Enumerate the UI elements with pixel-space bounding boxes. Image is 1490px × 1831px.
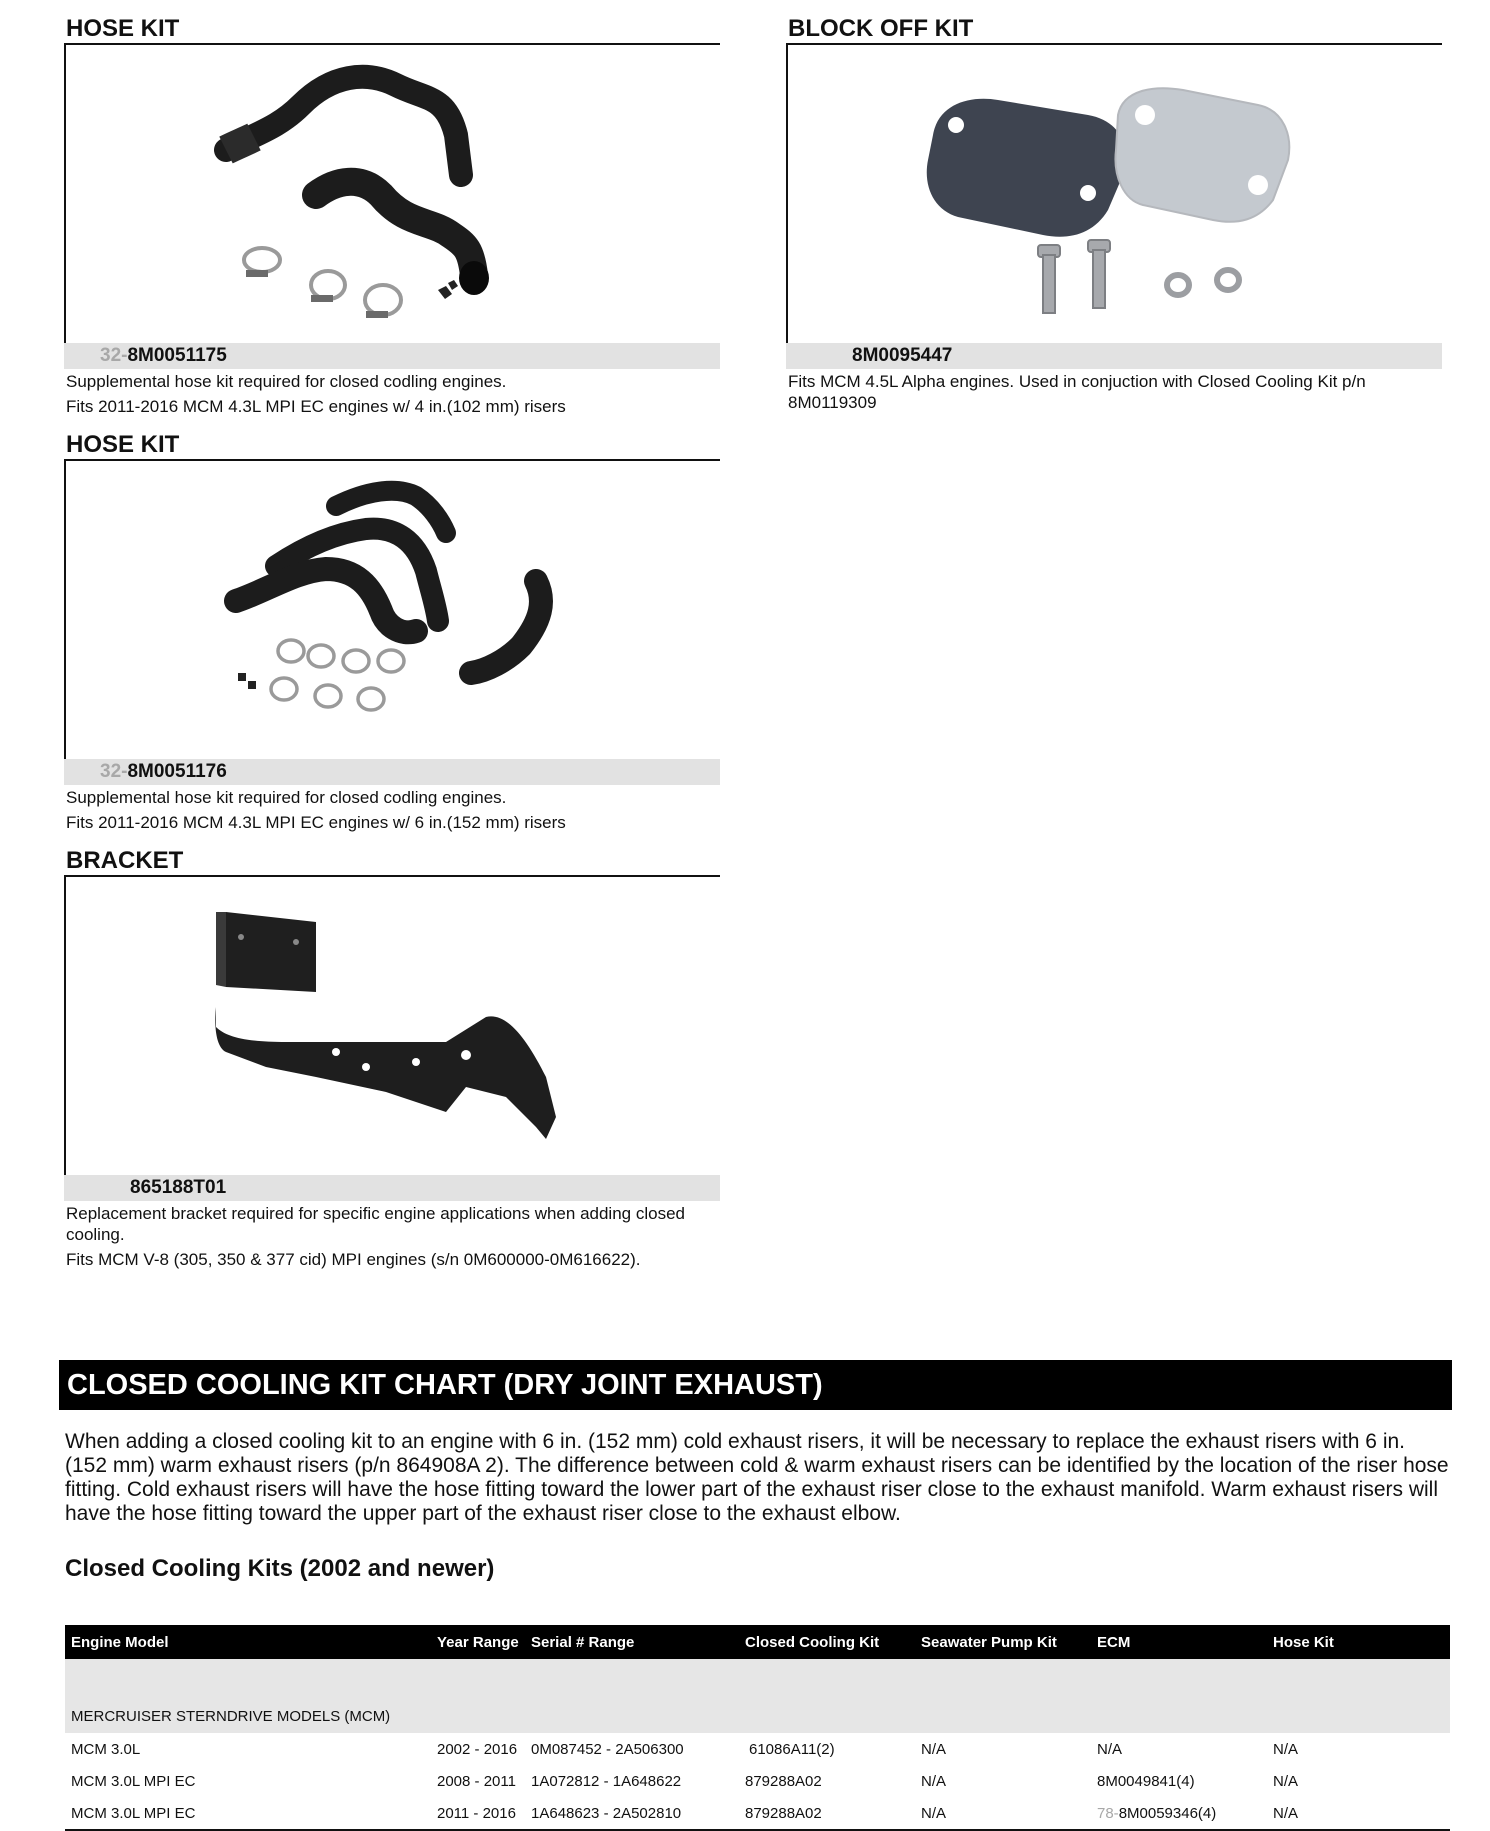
part-prefix: 32- <box>100 761 128 782</box>
hose-kit-2-image <box>66 461 716 757</box>
cell <box>1091 1797 1267 1830</box>
intro-paragraph: When adding a closed cooling kit to an engine with 6 in. (152 mm) cold exhaust risers, it will be necessary to replace the exhaust risers with 6 in. (152 mm) warm exhaust risers (p/n 864908A 2). The difference between cold & warm exhaust risers can be identified by the location of the riser hose fitting. Cold exhaust risers will have the hose fitting toward the lower part of the exhaust riser close to the exhaust manifold. Warm exhaust risers will have the hose fitting toward the upper part of the exhaust riser close to the exhaust elbow. <box>65 1430 1449 1525</box>
part-number: 8M0051175 <box>127 345 227 366</box>
table-group-row <box>65 1659 1450 1733</box>
description-line: Fits MCM 4.5L Alpha engines. Used in conjuction with Closed Cooling Kit p/n 8M0119309 <box>788 372 1366 412</box>
product-hose-kit-1 <box>64 15 720 417</box>
cell: N/A <box>915 1733 1091 1765</box>
cell: N/A <box>1091 1733 1267 1765</box>
hose-kit-image <box>66 45 716 341</box>
part-number: 8M0051176 <box>127 761 227 782</box>
cell-text: 61086A11(2) <box>749 1740 835 1758</box>
part-number: 865188T01 <box>130 1177 227 1198</box>
hose-kit-photo <box>64 45 720 343</box>
product-block-off-kit <box>786 15 1442 413</box>
description-line: Fits 2011-2016 MCM 4.3L MPI EC engines w/ 6 in.(152 mm) risers <box>66 813 566 832</box>
table-row <box>65 1733 1450 1765</box>
bracket-photo <box>64 877 720 1175</box>
cell: 2011 - 2016 <box>431 1797 525 1830</box>
cell: 2002 - 2016 <box>431 1733 525 1765</box>
description-line: Fits 2011-2016 MCM 4.3L MPI EC engines w/ 4 in.(102 mm) risers <box>66 397 566 416</box>
product-title: BLOCK OFF KIT <box>786 15 1442 45</box>
cell <box>739 1733 915 1765</box>
product-description <box>64 787 720 833</box>
cell: 1A648623 - 2A502810 <box>525 1797 739 1830</box>
cell: 879288A02 <box>739 1797 915 1830</box>
ecm-prefix: 78- <box>1097 1804 1119 1822</box>
cell: 2008 - 2011 <box>431 1765 525 1797</box>
cell: 879288A02 <box>739 1765 915 1797</box>
closed-cooling-kits-table <box>65 1625 1450 1831</box>
cell: N/A <box>1267 1797 1450 1830</box>
header-year-range: Year Range <box>431 1625 525 1659</box>
cell: N/A <box>1267 1733 1450 1765</box>
cell: N/A <box>915 1797 1091 1830</box>
cell: 8M0049841(4) <box>1091 1765 1267 1797</box>
description-line: Fits MCM V-8 (305, 350 & 377 cid) MPI engines (s/n 0M600000-0M616622). <box>66 1250 641 1269</box>
cell: N/A <box>915 1765 1091 1797</box>
cell: MCM 3.0L MPI EC <box>65 1797 431 1830</box>
product-description <box>64 1203 720 1270</box>
header-seawater-pump-kit: Seawater Pump Kit <box>915 1625 1091 1659</box>
cell: 1A072812 - 1A648622 <box>525 1765 739 1797</box>
part-number-bar <box>64 759 720 785</box>
part-number-bar <box>786 343 1442 369</box>
product-bracket <box>64 847 720 1270</box>
product-description <box>786 371 1442 413</box>
description-line: Replacement bracket required for specific engine applications when adding closed cooling. <box>66 1204 685 1244</box>
table-row <box>65 1765 1450 1797</box>
description-line: Supplemental hose kit required for closed codling engines. <box>66 788 507 807</box>
product-description <box>64 371 720 417</box>
cell: MCM 3.0L MPI EC <box>65 1765 431 1797</box>
table-subheading: Closed Cooling Kits (2002 and newer) <box>65 1555 495 1582</box>
header-engine-model: Engine Model <box>65 1625 431 1659</box>
product-title: HOSE KIT <box>64 431 720 461</box>
cell: 0M087452 - 2A506300 <box>525 1733 739 1765</box>
product-hose-kit-2 <box>64 431 720 833</box>
header-serial-range: Serial # Range <box>525 1625 739 1659</box>
description-line: Supplemental hose kit required for closed codling engines. <box>66 372 507 391</box>
part-prefix: 32- <box>100 345 128 366</box>
cell: N/A <box>1267 1765 1450 1797</box>
block-off-kit-image <box>788 45 1438 341</box>
section-banner: CLOSED COOLING KIT CHART (DRY JOINT EXHAUST) <box>59 1360 1452 1410</box>
cell: MCM 3.0L <box>65 1733 431 1765</box>
cell-text: 8M0059346(4) <box>1118 1804 1217 1822</box>
header-closed-cooling-kit: Closed Cooling Kit <box>739 1625 915 1659</box>
product-title: HOSE KIT <box>64 15 720 45</box>
part-number-bar <box>64 343 720 369</box>
table-header-row <box>65 1625 1450 1659</box>
bracket-image <box>66 877 716 1173</box>
part-number: 8M0095447 <box>852 345 953 366</box>
header-ecm: ECM <box>1091 1625 1267 1659</box>
product-title: BRACKET <box>64 847 720 877</box>
group-label: MERCRUISER STERNDRIVE MODELS (MCM) <box>65 1659 1450 1733</box>
block-off-kit-photo <box>786 45 1442 343</box>
table-row <box>65 1797 1450 1830</box>
part-number-bar <box>64 1175 720 1201</box>
hose-kit-photo-2 <box>64 461 720 759</box>
header-hose-kit: Hose Kit <box>1267 1625 1450 1659</box>
